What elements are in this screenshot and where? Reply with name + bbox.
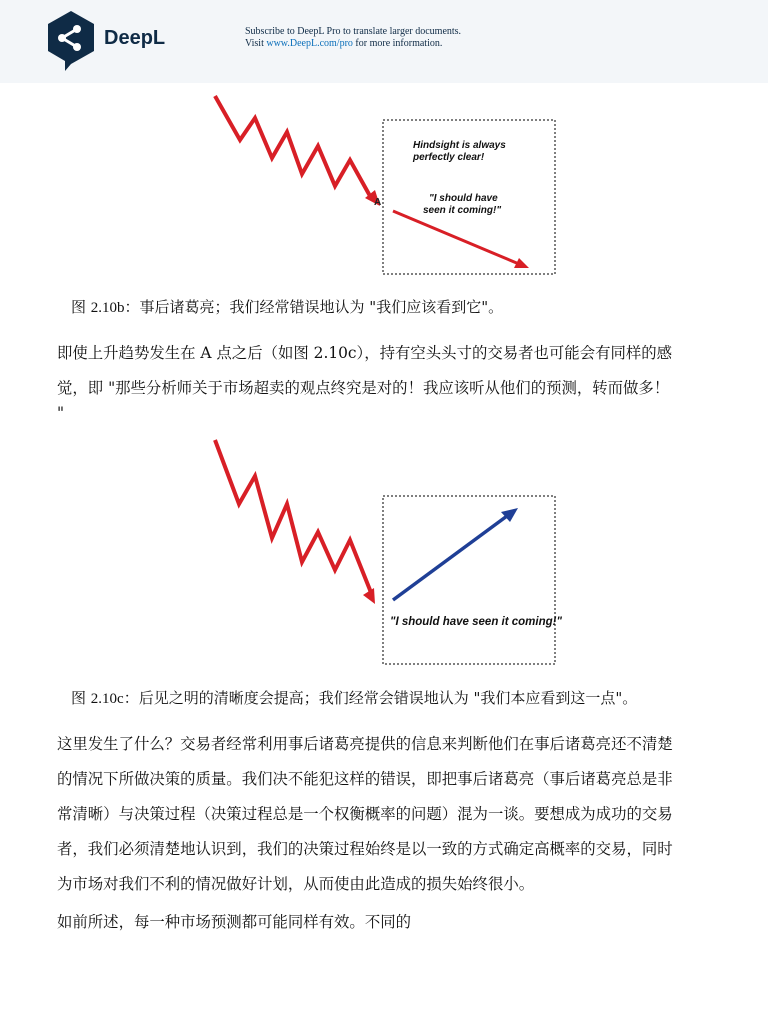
paragraph-2-line-5: 为市场对我们不利的情况做好计划，从而使由此造成的损失始终很小。 (57, 875, 535, 893)
paragraph-2-line-3: 常清晰）与决策过程（决策过程总是一个权衡概率的问题）混为一谈。要想成为成功的交易 (57, 805, 673, 823)
should-have-caption: "I should have seen it coming!" (390, 616, 562, 628)
paragraph-2-line-4: 者，我们必须清楚地认识到，我们的决策过程始终是以一致的方式确定高概率的交易，同时 (57, 840, 673, 858)
paragraph-1-line-3: " (57, 404, 65, 422)
caption-c-number: 2.10c (90, 691, 124, 707)
deepl-pro-link[interactable]: www.DeepL.com/pro (266, 38, 353, 49)
paragraph-1 (57, 336, 717, 420)
figure-2-10b (205, 88, 565, 280)
caption-b-number: 2.10b (90, 300, 125, 316)
subscribe-notice (245, 26, 461, 50)
paragraph-3-line-1: 如前所述，每一种市场预测都可能同样有效。不同的 (57, 913, 411, 931)
caption-c-prefix: 图 (71, 689, 91, 707)
deepl-brand-name: DeepL (104, 27, 166, 49)
paragraph-3 (57, 905, 717, 940)
hindsight-box (383, 496, 555, 664)
downtrend-line (215, 440, 371, 594)
hindsight-text-1: Hindsight is always (413, 140, 506, 151)
deepl-header (0, 0, 768, 83)
paragraph-2-line-2: 的情况下所做决策的质量。我们决不能犯这样的错误，即把事后诸葛亮（事后诸葛亮总是非 (57, 770, 673, 788)
paragraph-1-line-2: 觉，即 "那些分析师关于市场超卖的观点终究是对的！我应该听从他们的预测，转而做多！ (57, 379, 670, 397)
caption-b-prefix: 图 (71, 298, 91, 316)
caption-2-10c (71, 687, 637, 708)
caption-2-10b (71, 296, 503, 317)
caption-b-text: ：事后诸葛亮；我们经常错误地认为 "我们应该看到它"。 (124, 298, 504, 316)
caption-c-text: ：后见之明的清晰度会提高；我们经常会错误地认为 "我们本应看到这一点"。 (123, 689, 638, 707)
paragraph-2 (57, 727, 717, 902)
notice-visit-text: Visit (245, 38, 267, 49)
figure-2-10c (205, 432, 565, 672)
paragraph-1-line-1: 即使上升趋势发生在 A 点之后（如图 2.10c），持有空头头寸的交易者也可能会有同样的感 (57, 344, 673, 362)
should-have-text-2: seen it coming!" (423, 205, 502, 216)
downtrend-line (215, 96, 373, 200)
hindsight-text-2: perfectly clear! (413, 152, 485, 163)
notice-line-1: Subscribe to DeepL Pro to translate larger documents. (245, 26, 462, 37)
deepl-logo-icon[interactable] (46, 10, 96, 72)
notice-line-2 (245, 38, 461, 50)
paragraph-2-line-1: 这里发生了什么？交易者经常利用事后诸葛亮提供的信息来判断他们在事后诸葛亮还不清楚 (57, 735, 673, 753)
should-have-text-1: "I should have (429, 193, 498, 204)
notice-tail-text: for more information. (352, 38, 443, 49)
point-a-label: A (374, 197, 382, 208)
